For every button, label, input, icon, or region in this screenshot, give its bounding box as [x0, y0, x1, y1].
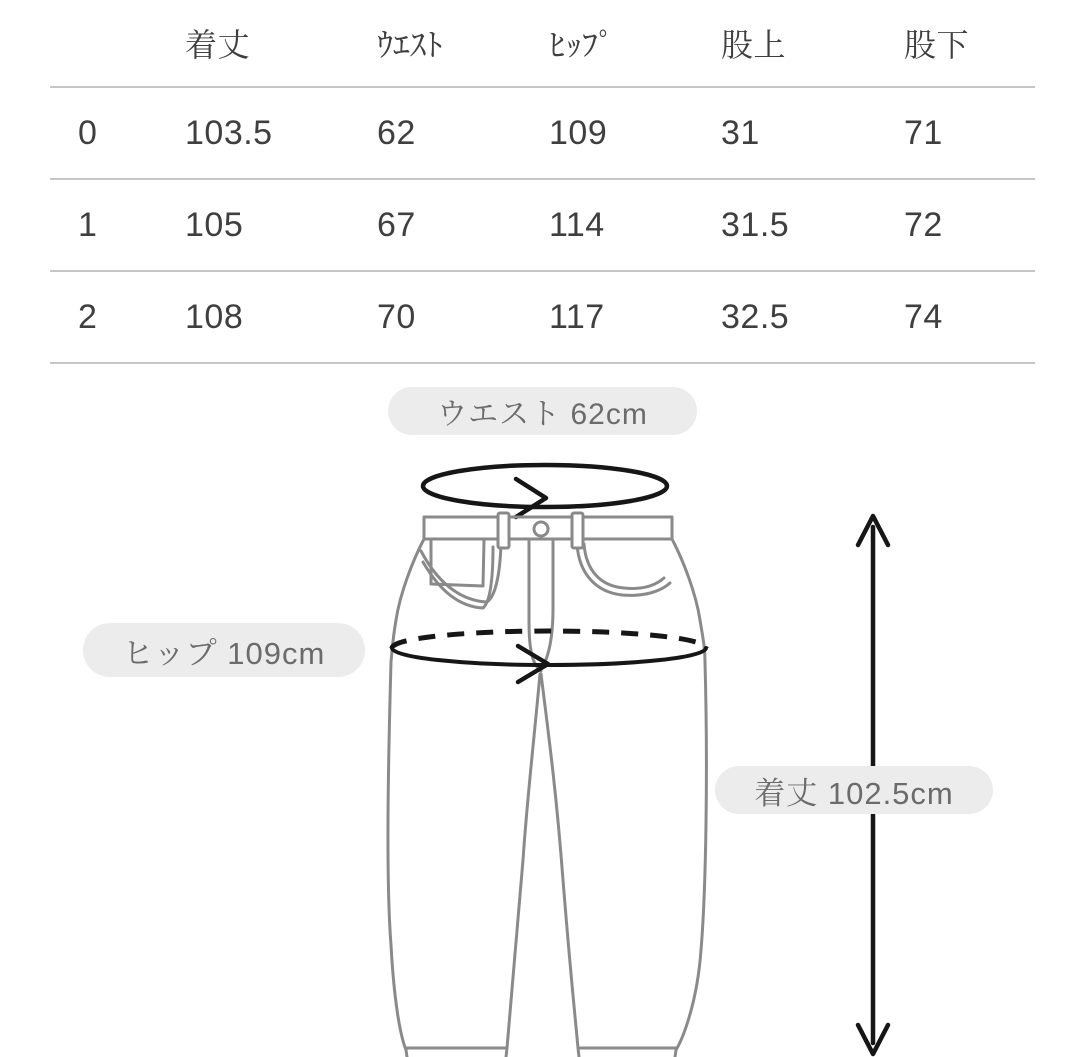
- waist-measurement-label: ウエスト 62cm: [437, 398, 648, 431]
- hip-measurement-label: ヒップ 109cm: [122, 635, 326, 671]
- belt-loop-right: [572, 513, 583, 548]
- length-measurement-pill: [715, 766, 993, 814]
- pants-outline: [388, 513, 706, 1057]
- col-header-inseam: 股下: [904, 27, 970, 63]
- cell-rise: 32.5: [721, 297, 790, 336]
- belt-loop-left: [498, 513, 509, 548]
- col-header-rise: 股上: [721, 27, 787, 63]
- cell-hip: 109: [549, 113, 608, 152]
- cell-rise: 31: [721, 113, 760, 152]
- cell-size: 2: [78, 297, 98, 336]
- cell-rise: 31.5: [721, 205, 790, 244]
- cell-waist: 62: [377, 113, 416, 152]
- hip-measurement-pill: [83, 623, 365, 677]
- right-pocket-stitch: [584, 544, 664, 588]
- hip-ellipse-arrow: [392, 631, 706, 682]
- cell-waist: 67: [377, 205, 416, 244]
- cell-size: 0: [78, 113, 98, 152]
- cell-hip: 117: [549, 297, 605, 336]
- cell-inseam: 74: [904, 297, 943, 336]
- waist-arrowhead-icon: [516, 479, 546, 517]
- length-measurement-label: 着丈 102.5cm: [754, 775, 954, 811]
- left-leg-outer: [388, 539, 424, 1057]
- cell-inseam: 72: [904, 205, 943, 244]
- right-leg-outer: [672, 539, 706, 1057]
- cell-length: 108: [185, 297, 244, 336]
- cell-length: 105: [185, 205, 244, 244]
- cell-size: 1: [78, 205, 98, 244]
- left-leg-inner: [506, 674, 540, 1057]
- cell-length: 103.5: [185, 113, 273, 152]
- cell-waist: 70: [377, 297, 416, 336]
- cell-inseam: 71: [904, 113, 943, 152]
- waist-ellipse-arrow: [423, 465, 667, 517]
- col-header-waist: ｳｴｽﾄ: [377, 27, 444, 63]
- waist-measurement-pill: [388, 387, 697, 435]
- col-header-hip: ﾋｯﾌﾟ: [549, 27, 615, 63]
- col-header-length: 着丈: [185, 27, 251, 63]
- right-leg-inner: [541, 674, 579, 1057]
- fly-line-right: [542, 539, 553, 667]
- cell-hip: 114: [549, 205, 605, 244]
- waist-button: [534, 522, 548, 536]
